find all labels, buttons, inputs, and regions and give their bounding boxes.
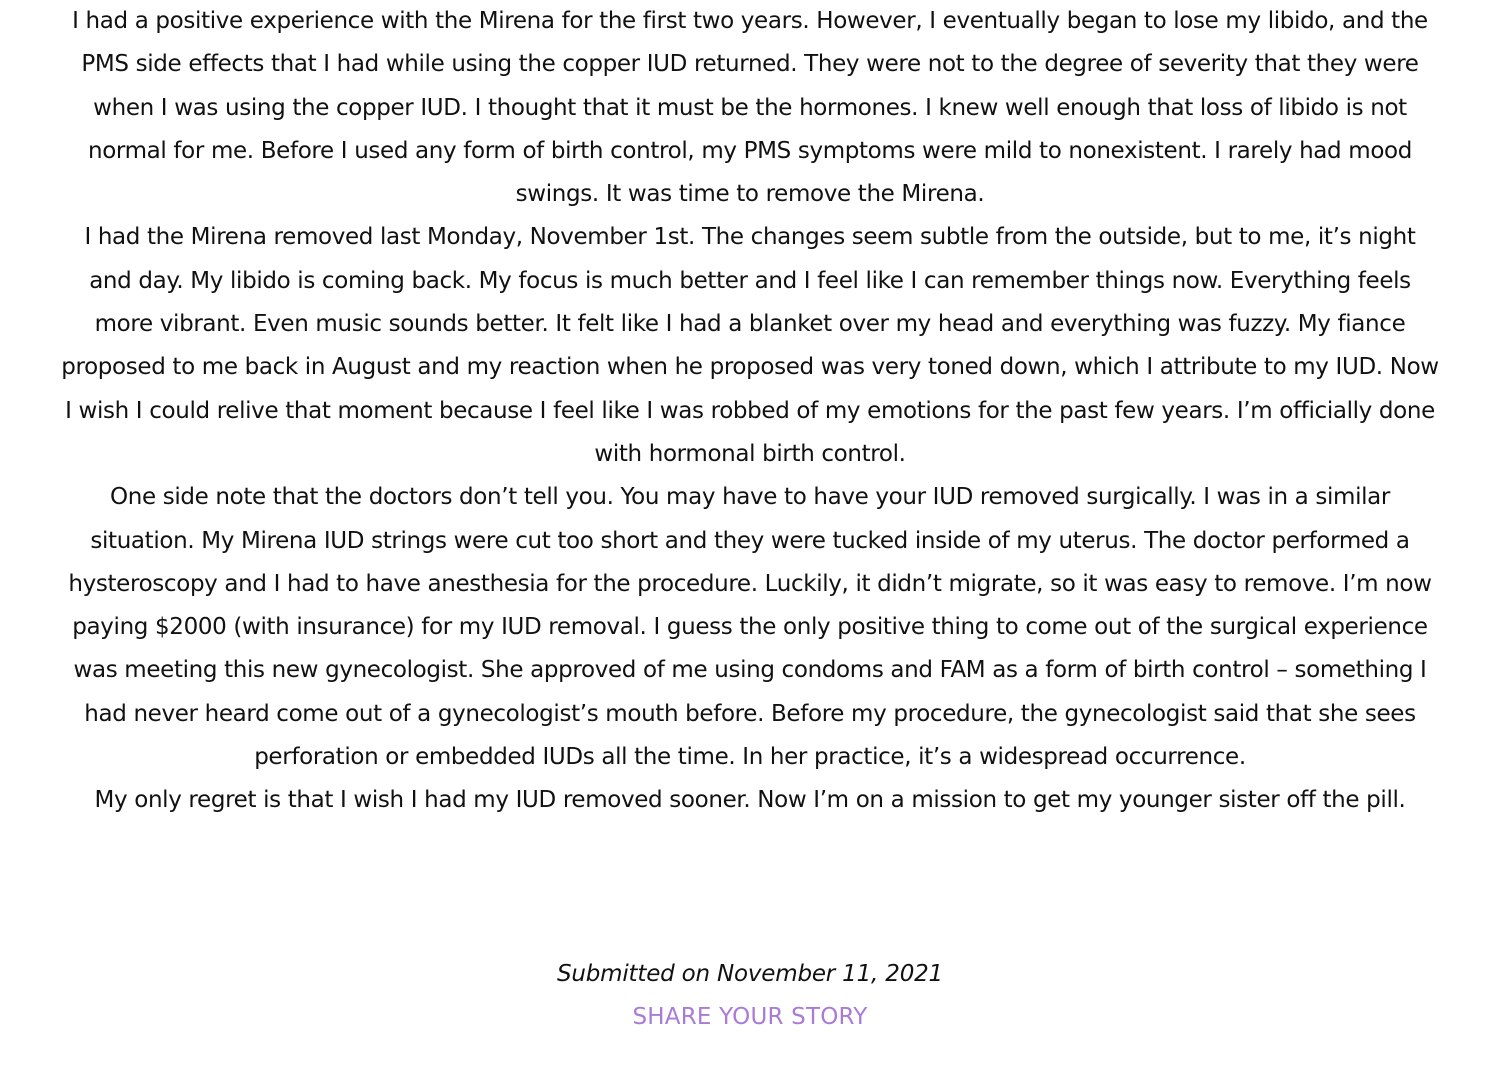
story-paragraph: I had the Mirena removed last Monday, November 1st. The changes seem subtle from the outside, but to me, it’s night and day. My libido is coming back. My focus is much better and I feel like I can remember things now. Everything feels more vibrant. Even music sounds better. It felt like I had a blanket over my head and everything was fuzzy. My fiance proposed to me back in August and my reaction when he proposed was very toned down, which I attribute to my IUD. Now I wish I could relive that moment because I feel like I was robbed of my emotions for the past few years. I’m officially done with hormonal birth control.: [61, 224, 1439, 467]
share-your-story-link[interactable]: SHARE YOUR STORY: [632, 1004, 868, 1030]
submission-date: Submitted on November 11, 2021: [556, 961, 943, 987]
story-body: [60, 0, 1440, 823]
story-paragraph: My only regret is that I wish I had my IUD removed sooner. Now I’m on a mission to get my younger sister off the pill.: [94, 787, 1406, 814]
story-paragraph: I had a positive experience with the Mirena for the first two years. However, I eventually began to lose my libido, and the PMS side effects that I had while using the copper IUD returned. They were not to the degree of severity that they were when I was using the copper IUD. I thought that it must be the hormones. I knew well enough that loss of libido is not normal for me. Before I used any form of birth control, my PMS symptoms were mild to nonexistent. I rarely had mood swings. It was time to remove the Mirena.: [72, 8, 1428, 208]
story-paragraph: One side note that the doctors don’t tell you. You may have to have your IUD removed surgically. I was in a similar situation. My Mirena IUD strings were cut too short and they were tucked inside of my uterus. The doctor performed a hysteroscopy and I had to have anesthesia for the procedure. Luckily, it didn’t migrate, so it was easy to remove. I’m now paying $2000 (with insurance) for my IUD removal. I guess the only positive thing to come out of the surgical experience was meeting this new gynecologist. She approved of me using condoms and FAM as a form of birth control – something I had never heard come out of a gynecologist’s mouth before. Before my procedure, the gynecologist said that she sees perforation or embedded IUDs all the time. In her practice, it’s a widespread occurrence.: [68, 484, 1432, 771]
